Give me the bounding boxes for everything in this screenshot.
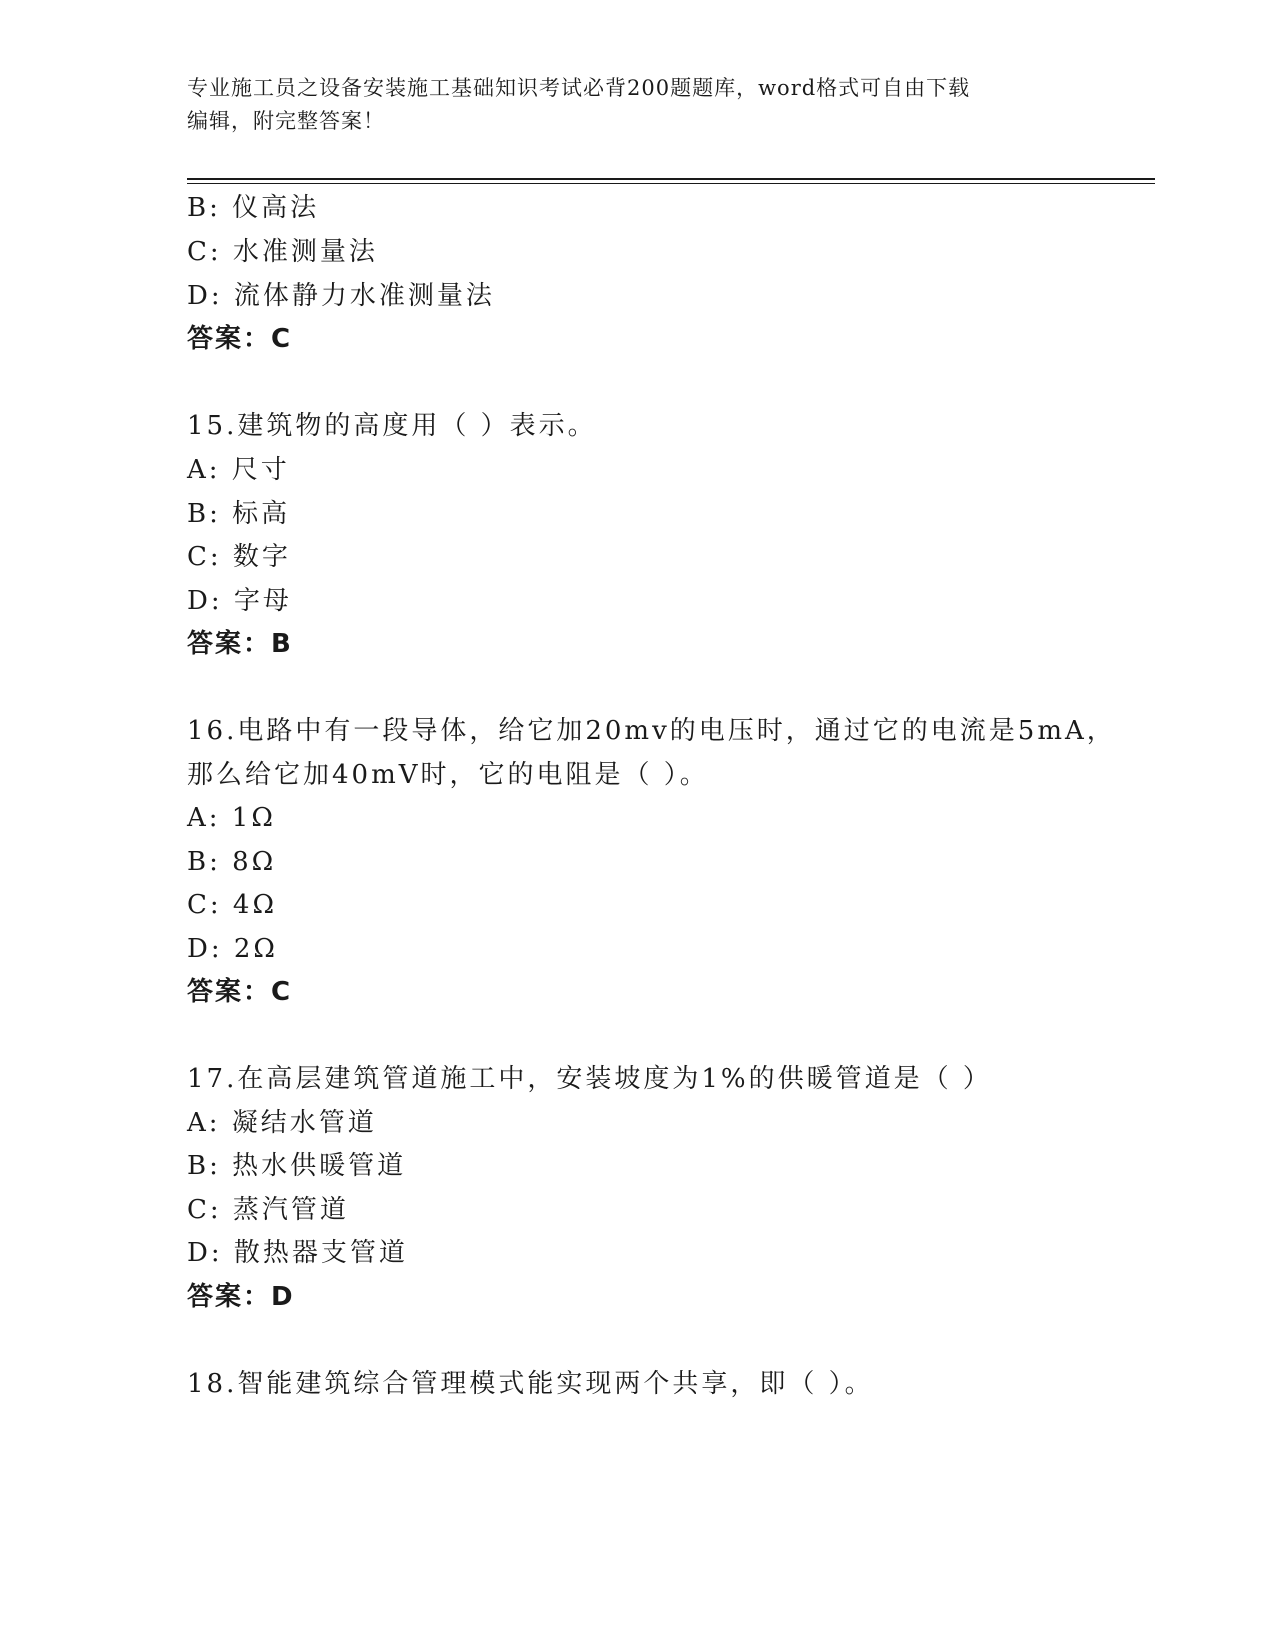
q15-option-c: C: 数字 [187, 542, 291, 572]
header-title-line-2: 编辑，附完整答案！ [187, 109, 385, 133]
q14-option-c: C: 水准测量法 [187, 237, 378, 267]
q16-answer: 答案：C [187, 977, 293, 1007]
q17-option-a: A: 凝结水管道 [187, 1108, 377, 1138]
q18-question: 18.智能建筑综合管理模式能实现两个共享，即（ ）。 [187, 1369, 874, 1399]
q15-option-d: D: 字母 [187, 586, 292, 616]
q16-option-b: B: 8Ω [187, 847, 277, 877]
q15-question: 15.建筑物的高度用（ ）表示。 [187, 411, 597, 441]
q16-question-line-2: 那么给它加40mV时，它的电阻是（ ）。 [187, 760, 709, 790]
q15-option-b: B: 标高 [187, 499, 291, 529]
q15-option-a: A: 尺寸 [187, 455, 290, 485]
q15-answer: 答案：B [187, 629, 293, 659]
q14-answer: 答案：C [187, 324, 293, 354]
q16-option-c: C: 4Ω [187, 890, 278, 920]
document-header [187, 72, 1087, 138]
q14-option-d: D: 流体静力水准测量法 [187, 281, 495, 311]
q14-option-b: B: 仪高法 [187, 193, 320, 223]
q17-option-d: D: 散热器支管道 [187, 1238, 408, 1268]
header-divider-thin [187, 183, 1155, 184]
q16-option-d: D: 2Ω [187, 934, 278, 964]
q17-question: 17.在高层建筑管道施工中，安装坡度为1%的供暖管道是（ ） [187, 1064, 992, 1094]
header-title-line-1: 专业施工员之设备安装施工基础知识考试必背200题题库，word格式可自由下载 [187, 76, 971, 100]
q16-question-line-1: 16.电路中有一段导体，给它加20mv的电压时，通过它的电流是5mA， [187, 716, 1116, 746]
q16-option-a: A: 1Ω [187, 803, 276, 833]
header-divider-thick [187, 178, 1155, 180]
q17-option-b: B: 热水供暖管道 [187, 1151, 407, 1181]
q17-option-c: C: 蒸汽管道 [187, 1195, 349, 1225]
q17-answer: 答案：D [187, 1282, 295, 1312]
